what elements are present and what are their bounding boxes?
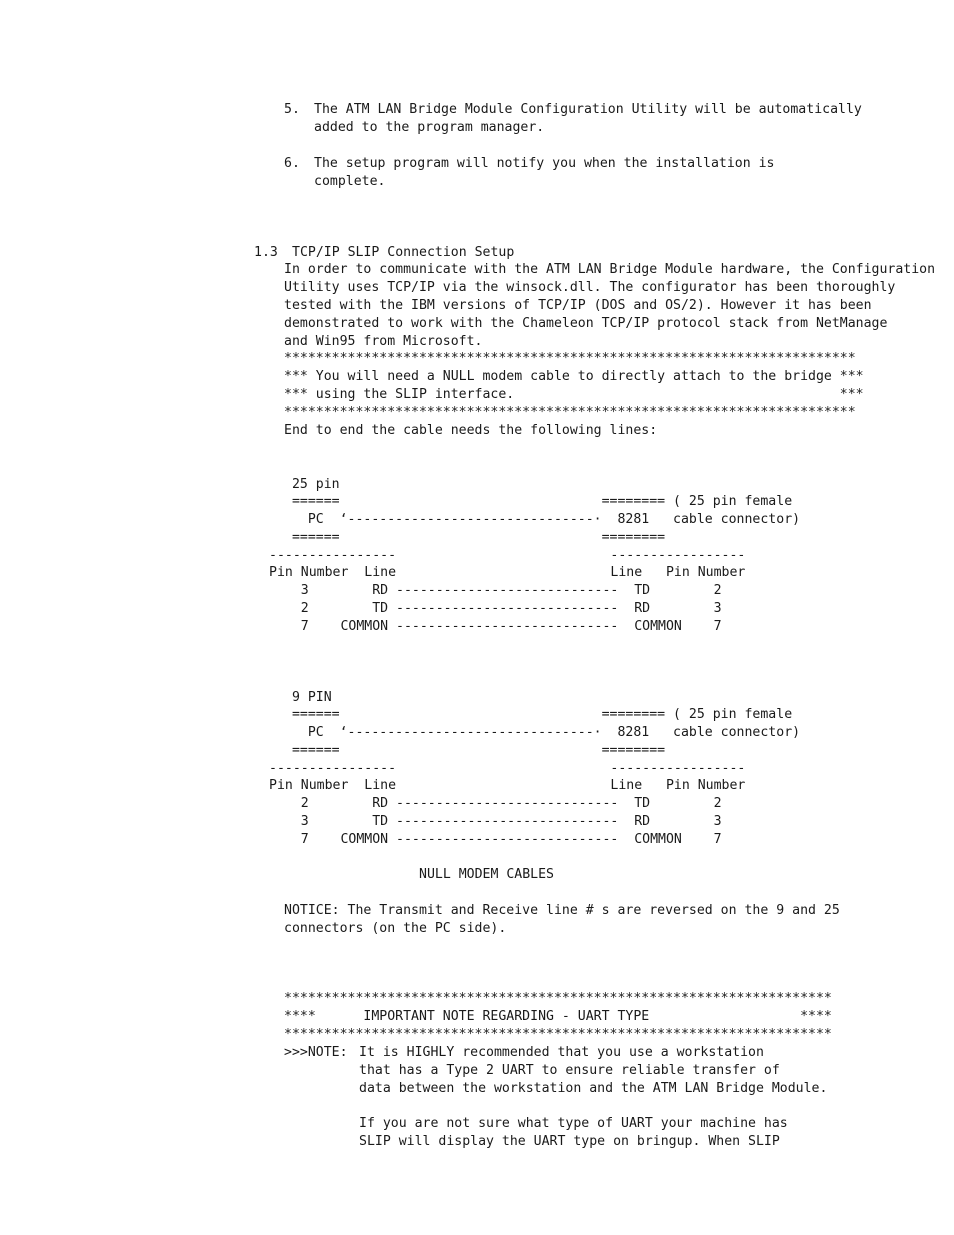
diagram-9-line: Pin Number Line Line Pin Number [269,778,746,793]
step-number: 5. [284,102,300,117]
diagram-25-line: PC ‘-------------------------------· 8281 cable connector) [284,512,801,527]
diagram-9-line: ====== ======== ( 25 pin female [284,707,793,722]
diagram-25-line: 2 TD ---------------------------- RD 3 [269,601,722,616]
uart-banner-line: ********************************************************************* [284,991,832,1006]
step-text: added to the program manager. [314,120,545,135]
uart-banner-line: ********************************************************************* [284,1027,832,1042]
note-line: If you are not sure what type of UART your machine has [359,1116,788,1131]
banner-line: *** using the SLIP interface. *** [284,387,864,402]
note-line: data between the workstation and the ATM LAN Bridge Module. [359,1081,828,1096]
uart-banner-line: **** IMPORTANT NOTE REGARDING - UART TYPE **** [284,1009,832,1024]
diagram-25-line: 25 pin [284,477,340,492]
diagram-9-line: 9 PIN [284,690,332,705]
diagram-9-line: 3 TD ---------------------------- RD 3 [269,814,722,829]
diagram-9-line: ---------------- ----------------- [269,761,746,776]
banner-line: ************************************************************************ [284,351,856,366]
notice-line: NOTICE: The Transmit and Receive line # s are reversed on the 9 and 25 [284,903,840,918]
note-line: It is HIGHLY recommended that you use a workstation [359,1045,764,1060]
diagram-25-line: Pin Number Line Line Pin Number [269,565,746,580]
diagram-9-line: ====== ======== [284,743,666,758]
notice-line: connectors (on the PC side). [284,921,507,936]
banner-line: *** You will need a NULL modem cable to directly attach to the bridge *** [284,369,864,384]
diagram-25-line: 7 COMMON ---------------------------- COMMON 7 [269,619,722,634]
diagram-9-line: 7 COMMON ---------------------------- COMMON 7 [269,832,722,847]
banner-line: ************************************************************************ [284,405,856,420]
section-title: TCP/IP SLIP Connection Setup [292,245,515,260]
intro-line: In order to communicate with the ATM LAN Bridge Module hardware, the Configuration [284,262,936,277]
note-line: SLIP will display the UART type on bringup. When SLIP [359,1134,780,1149]
intro-line: Utility uses TCP/IP via the winsock.dll. The configurator has been thoroughly [284,280,896,295]
step-text: The setup program will notify you when the installation is [314,156,775,171]
diagram-25-line: ====== ======== [284,530,666,545]
diagram-9-line: 2 RD ---------------------------- TD 2 [269,796,722,811]
step-text: complete. [314,174,386,189]
step-text: The ATM LAN Bridge Module Configuration Utility will be automatically [314,102,862,117]
step-number: 6. [284,156,300,171]
note-label: >>>NOTE: [284,1045,348,1060]
cable-intro: End to end the cable needs the following lines: [284,423,658,438]
diagram-25-line: ---------------- ----------------- [269,548,746,563]
diagram-25-line: 3 RD ---------------------------- TD 2 [269,583,722,598]
diagram-9-line: PC ‘-------------------------------· 8281 cable connector) [284,725,801,740]
intro-line: and Win95 from Microsoft. [284,334,483,349]
section-number: 1.3 [254,245,278,260]
intro-line: demonstrated to work with the Chameleon TCP/IP protocol stack from NetManage [284,316,888,331]
diagram-caption: NULL MODEM CABLES [419,867,554,882]
note-line: that has a Type 2 UART to ensure reliable transfer of [359,1063,780,1078]
intro-line: tested with the IBM versions of TCP/IP (DOS and OS/2). However it has been [284,298,872,313]
diagram-25-line: ====== ======== ( 25 pin female [284,494,793,509]
